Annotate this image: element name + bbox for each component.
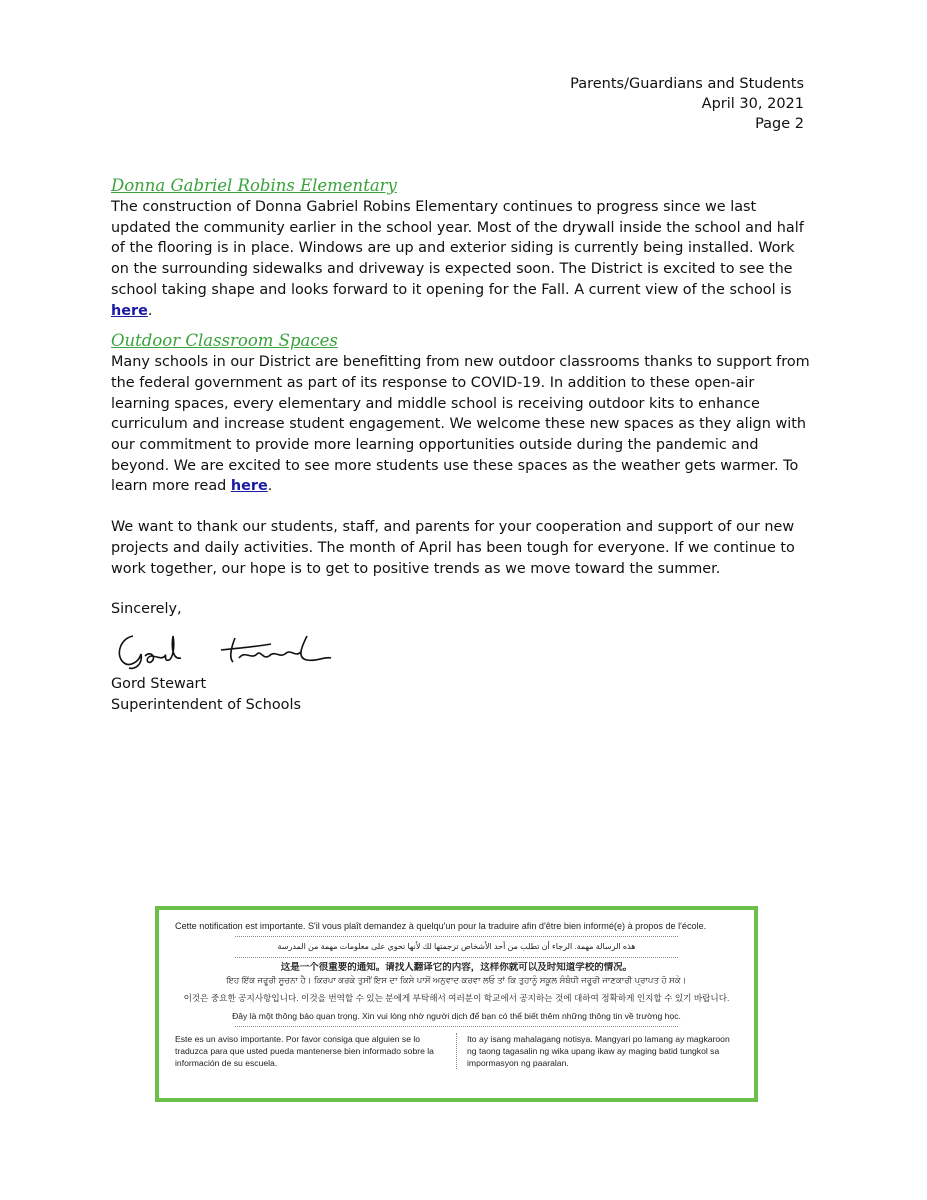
notice-columns xyxy=(175,1033,738,1069)
notice-chinese: 这是一个很重要的通知。请找人翻译它的内容，这样你就可以及时知道学校的情况。 xyxy=(280,962,633,973)
outdoor-period: . xyxy=(267,478,273,495)
signer-name: Gord Stewart xyxy=(111,675,207,692)
outdoor-text: Many schools in our District are benefitting from new outdoor classrooms thanks to support from the federal government as part of its response to COVID-19. In addition to these open-air learning spaces, every elementary and middle school is receiving outdoor kits to enhance curriculum and increase student engagement. We welcome these new spaces as they align with our commitment to provide more learning opportunities outside during the pandemic and beyond. We are excited to see more students use these spaces as the weather gets warmer. To learn more read xyxy=(111,354,810,495)
notice-divider xyxy=(235,936,678,937)
section-body-robins-elementary xyxy=(111,197,811,321)
letter-body xyxy=(111,174,811,715)
signer-title: Superintendent of Schools xyxy=(111,696,301,713)
closing-paragraph: We want to thank our students, staff, and parents for your cooperation and support of our new projects and daily activities. The month of April has been tough for everyone. If we continue to work together, our hope is to get to positive trends as we move toward the summer. xyxy=(111,519,795,577)
section-title-outdoor-classrooms: Outdoor Classroom Spaces xyxy=(111,331,338,351)
robins-period: . xyxy=(147,302,153,319)
page-number: Page 2 xyxy=(755,116,804,132)
notice-vietnamese: Đây là một thông báo quan trọng. Xin vui lòng nhờ người dịch để bạn có thể biết thêm những thông tin về trường học. xyxy=(232,1011,681,1021)
notice-divider xyxy=(235,957,678,958)
section-body-outdoor-classrooms xyxy=(111,352,811,497)
translation-notice-box xyxy=(155,906,758,1102)
section-title-robins-elementary: Donna Gabriel Robins Elementary xyxy=(111,176,397,195)
school-view-link[interactable]: here xyxy=(111,302,148,319)
notice-french: Cette notification est importante. S'il vous plaît demandez à quelqu'un pour la traduire afin d'être bien informé(e) à propos de l'école. xyxy=(175,921,707,931)
date-line: April 30, 2021 xyxy=(701,96,804,112)
notice-arabic: هذه الرسالة مهمة. الرجاء أن تطلب من أحد الأشخاص ترجمتها لك لأنها تحوي على معلومات مهمة من المدرسة xyxy=(277,942,636,951)
letter-header xyxy=(570,74,804,134)
handwritten-signature xyxy=(111,628,371,674)
salutation: Sincerely, xyxy=(111,601,182,618)
notice-korean: 이것은 중요한 공지사항입니다. 이것을 번역할 수 있는 분에게 부탁해서 여러분이 학교에서 공지하는 것에 대하여 정확하게 인지할 수 있기 바랍니다. xyxy=(183,993,730,1003)
robins-text: The construction of Donna Gabriel Robins Elementary continues to progress since we last updated the community earlier in the school year. Most of the drywall inside the school and half of the flooring is in place. Windows are up and exterior siding is currently being installed. Work on the surrounding sidewalks and driveway is expected soon. The District is excited to see the school taking shape and looks forward to it opening for the Fall. A current view of the school is xyxy=(111,199,804,298)
notice-tagalog: Ito ay isang mahalagang notisya. Mangyari po lamang ay magkaroon ng taong tagasalin ng wika upang ikaw ay maging batid tungkol sa impormasyon ng paaralan. xyxy=(456,1033,738,1069)
learn-more-link[interactable]: here xyxy=(230,478,268,495)
notice-spanish: Este es un aviso importante. Por favor consiga que alguien se lo traduzca para que usted pueda mantenerse bien informado sobre la información de su escuela. xyxy=(175,1034,434,1068)
notice-divider xyxy=(235,1026,678,1027)
notice-punjabi: ਇਹ ਇੱਕ ਜਰੂਰੀ ਸੂਚਨਾ ਹੈ। ਕਿਰਪਾ ਕਰਕੇ ਤੁਸੀਂ ਇਸ ਦਾ ਕਿਸੇ ਪਾਸੋਂ ਅਨੁਵਾਦ ਕਰਵਾ ਲਓ ਤਾਂ ਕਿ ਤੁਹਾਨੂੰ ਸਕੂਲ ਸੰਬੰਧੀ ਜਰੂਰੀ ਜਾਣਕਾਰੀ ਪ੍ਰਾਪਤ ਹੋ ਸਕੇ। xyxy=(226,975,687,985)
recipients-line: Parents/Guardians and Students xyxy=(570,76,804,92)
